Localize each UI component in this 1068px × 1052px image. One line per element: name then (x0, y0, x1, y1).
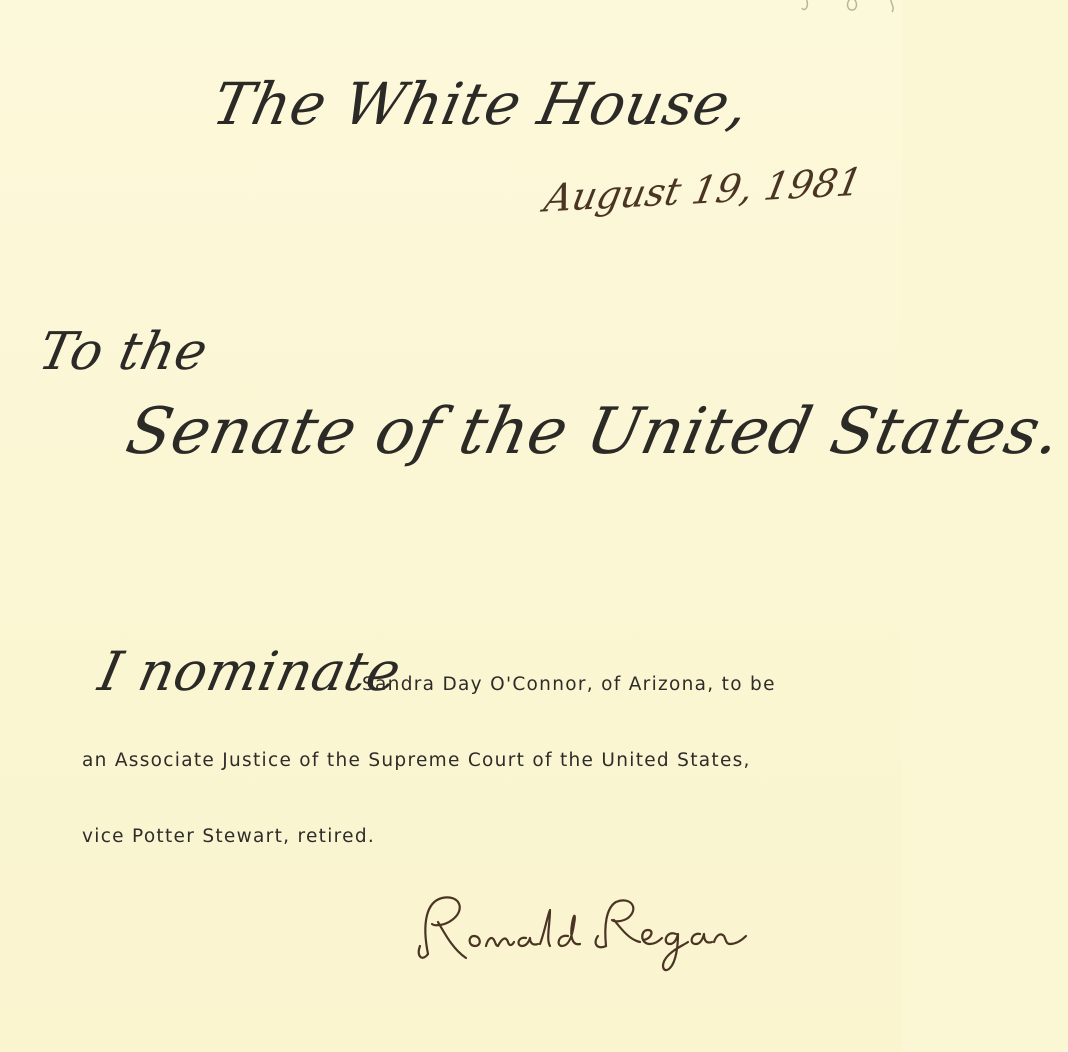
signature (408, 884, 752, 984)
body-line-3: vice Potter Stewart, retired. (82, 826, 376, 847)
salutation-senate: Senate of the United States. (120, 395, 1068, 469)
salutation-to: To the (33, 322, 214, 382)
handwritten-date: August 19, 1981 (540, 159, 866, 221)
letterhead-title: The White House, (206, 70, 756, 138)
body-line-1: Sandra Day O'Connor, of Arizona, to be (362, 674, 776, 695)
body-line-2: an Associate Justice of the Supreme Court of the United States, (82, 750, 751, 771)
opening-phrase: I nominate (93, 640, 407, 703)
corner-pencil-mark (800, 0, 902, 18)
